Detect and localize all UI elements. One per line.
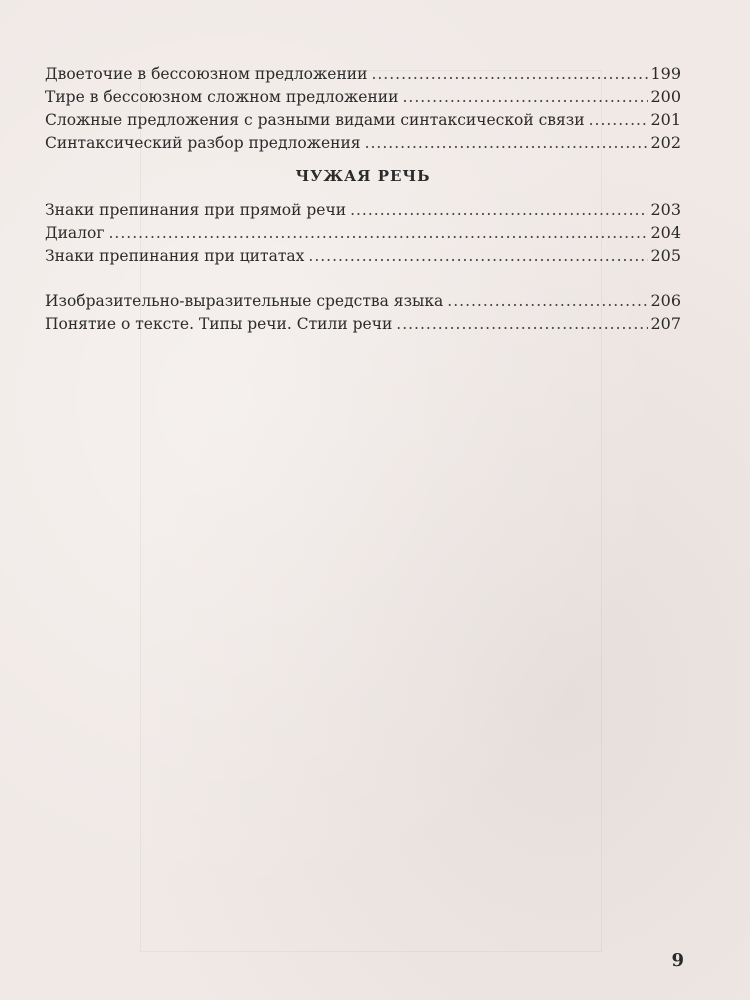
toc-entry-title: Знаки препинания при прямой речи [45,201,347,219]
toc-leader-dots [365,132,649,155]
toc-entry [45,312,681,335]
toc-entry-title: Диалог [45,224,105,242]
toc-leader-dots [589,109,649,132]
toc-entry-page: 204 [650,223,681,242]
toc-entry-page: 199 [650,64,681,83]
toc-group-syntax [45,62,681,154]
toc-entry-title: Тире в бессоюзном сложном предложении [45,88,399,106]
toc-leader-dots [108,222,648,245]
toc-entry-title: Синтаксический разбор предложения [45,134,361,152]
toc-entry-title: Изобразительно-выразительные средства языка [45,292,444,310]
toc-entry-page: 205 [650,246,681,265]
toc-leader-dots [308,245,648,268]
toc-entry [45,244,681,267]
toc-entry [45,108,681,131]
section-heading: ЧУЖАЯ РЕЧЬ [295,167,431,185]
toc-leader-dots [402,86,648,109]
toc-entry [45,198,681,221]
toc-entry [45,221,681,244]
page-number: 9 [671,950,684,971]
toc-entry [45,85,681,108]
toc-entry-page: 207 [650,314,681,333]
toc-entry [45,131,681,154]
table-of-contents [45,62,681,335]
toc-group-reported-speech [45,198,681,267]
toc-entry-page: 200 [650,87,681,106]
toc-entry-page: 201 [650,110,681,129]
toc-entry-title: Понятие о тексте. Типы речи. Стили речи [45,315,393,333]
toc-leader-dots [396,313,648,336]
toc-leader-dots [447,290,648,313]
toc-leader-dots [350,199,648,222]
toc-entry-page: 206 [650,291,681,310]
toc-leader-dots [371,63,648,86]
toc-entry-title: Знаки препинания при цитатах [45,247,305,265]
toc-entry-page: 203 [650,200,681,219]
toc-group-text [45,289,681,335]
toc-entry [45,289,681,312]
toc-entry-title: Двоеточие в бессоюзном предложении [45,65,368,83]
toc-entry [45,62,681,85]
toc-entry-page: 202 [650,133,681,152]
toc-entry-title: Сложные предложения с разными видами синтаксической связи [45,111,585,129]
